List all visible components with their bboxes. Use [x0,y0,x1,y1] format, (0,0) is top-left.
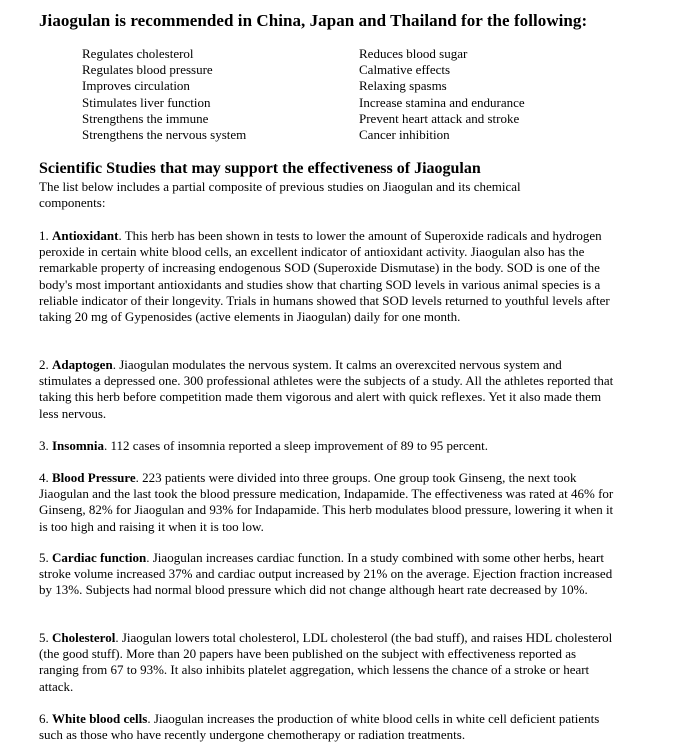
study-text: . This herb has been shown in tests to lower the amount of Superoxide radicals and hydrogen peroxide in certain white blood cells, an excellent indicator of antioxidant activity. Jiaogulan also has the remarkable property of increasing endogenous SOD (Superoxide Dismutase) in the body. SOD is one of the body's most important antioxidants and studies show that charting SOD levels in various animal species is a reliable indicator of their longevity. Trials in humans showed that SOD levels returned to youthful levels after taking 20 mg of Gypenosides (active elements in Jiaogulan) daily for one month. [39,228,610,325]
study-title: White blood cells [52,711,148,726]
study-number: 5. [39,630,49,645]
study-paragraph [39,470,614,535]
benefits-list-left [82,46,246,143]
study-number: 4. [39,470,49,485]
benefit-item: Improves circulation [82,78,190,94]
studies-intro: The list below includes a partial composite of previous studies on Jiaogulan and its chemical components: [39,179,521,211]
study-title: Antioxidant [52,228,119,243]
study-paragraph [39,357,614,422]
benefit-item: Relaxing spasms [359,78,447,94]
study-text: . 112 cases of insomnia reported a sleep improvement of 89 to 95 percent. [104,438,489,453]
study-text: . Jiaogulan modulates the nervous system. It calms an overexcited nervous system and stimulates a depressed one. 300 professional athletes were the subjects of a study. All the athletes reported that taking this herb before competition made them vigorous and alert with quick reflexes. Yet it also made them less nervous. [39,357,614,421]
study-title: Cholesterol [52,630,116,645]
studies-heading: Scientific Studies that may support the effectiveness of Jiaogulan [39,160,481,177]
study-text: . 223 patients were divided into three groups. One group took Ginseng, the next took Jiaogulan and the last took the blood pressure medication, Indapamide. The effectiveness was rated at 46% for Ginseng, 82% for Jiaogulan and 93% for Indapamide. This herb modulates blood pressure, lowering it when it is too high and raising it when it is too low. [39,470,614,534]
study-number: 1. [39,228,49,243]
study-number: 6. [39,711,49,726]
study-paragraph [39,711,614,743]
benefit-item: Strengthens the nervous system [82,127,247,143]
study-paragraph [39,228,614,325]
benefit-item: Regulates cholesterol [82,46,194,61]
study-title: Adaptogen [52,357,113,372]
study-number: 3. [39,438,49,453]
study-number: 2. [39,357,49,372]
benefit-item: Stimulates liver function [82,94,211,110]
study-text: . Jiaogulan increases cardiac function. In a study combined with some other herbs, heart stroke volume increased 37% and cardiac output increased by 21% on the average. Ejection fraction increased by 13%. Subjects had normal blood pressure which did not change although heart rate decreased by 10%. [39,550,613,598]
study-title: Cardiac function [52,550,147,565]
benefit-item: Strengthens the immune [82,110,209,126]
page-heading: Jiaogulan is recommended in China, Japan and Thailand for the following: [39,11,588,30]
benefit-item: Cancer inhibition [359,127,450,143]
study-text: . Jiaogulan increases the production of white blood cells in white cell deficient patients such as those who have recently undergone chemotherapy or radiation treatments. [39,711,600,743]
benefit-item: Regulates blood pressure [82,62,213,78]
study-paragraph [39,630,614,695]
benefits-list-right [359,46,525,143]
study-number: 5. [39,550,49,565]
study-paragraph [39,438,614,454]
study-text: . Jiaogulan lowers total cholesterol, LDL cholesterol (the bad stuff), and raises HDL cholesterol (the good stuff). More than 20 papers have been published on the subject with effectiveness reported as ranging from 67 to 93%. It also inhibits platelet aggregation, which lessens the chance of a stroke or heart attack. [39,630,613,694]
benefit-item: Reduces blood sugar [359,46,468,61]
benefit-item: Prevent heart attack and stroke [359,110,520,126]
benefit-item: Increase stamina and endurance [359,94,525,110]
study-title: Blood Pressure [52,470,136,485]
study-title: Insomnia [52,438,105,453]
benefit-item: Calmative effects [359,62,451,78]
study-paragraph [39,550,614,599]
